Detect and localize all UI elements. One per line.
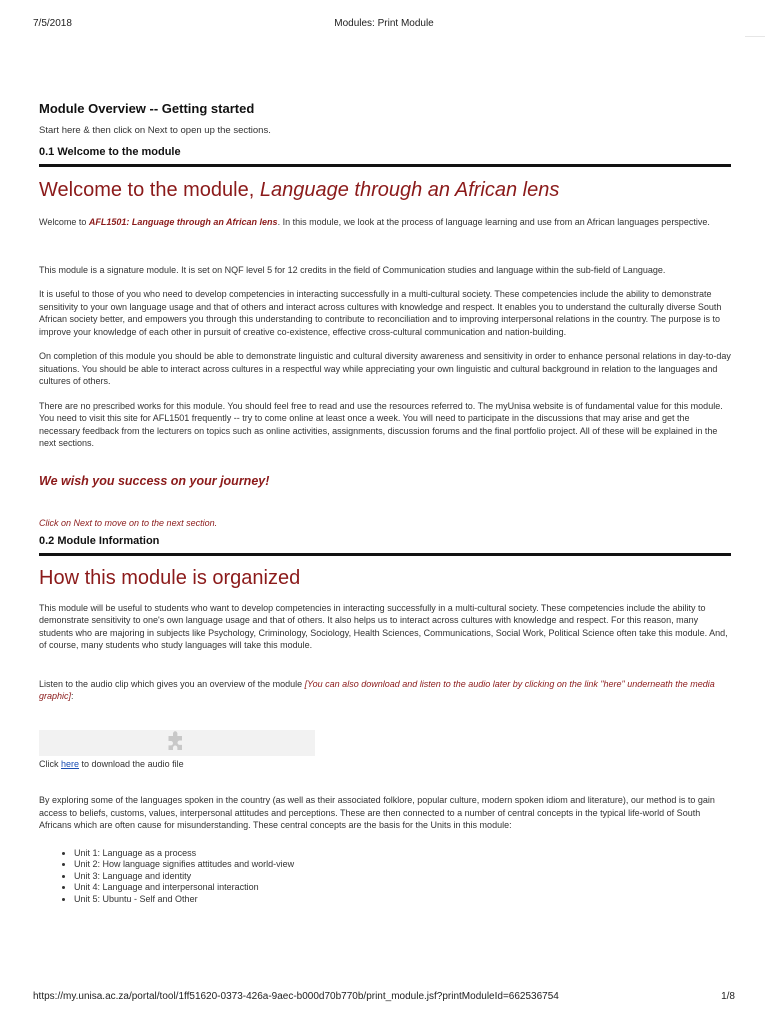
competencies-paragraph: It is useful to those of you who need to develop competencies in interacting successfully in a multi-cultural society. These competencies include the ability to demonstrate sensitivity to your own language usage and that of others and interact across cultures with knowledge and respect. It enables you to understand the culturally diverse South African society better, and empowers you through this understanding to contribute to reconciliation and to improving interpersonal relations in the country. The purpose is to improve your knowledge of each other in pursuit of creative co-existence, effective cross-cultural communication and nation-building. bbox=[39, 289, 722, 337]
section-heading-welcome: 0.1 Welcome to the module bbox=[39, 146, 181, 158]
print-footer bbox=[33, 991, 735, 1005]
list-item: • Unit 3: Language and identity bbox=[74, 871, 731, 883]
section-divider bbox=[39, 553, 731, 556]
audio-prefix: Listen to the audio clip which gives you an overview of the module bbox=[39, 678, 305, 689]
intro-suffix: . In this module, we look at the process of language learning and use from an African languages perspective. bbox=[277, 217, 710, 227]
module-subtitle: Start here & then click on Next to open up the sections. bbox=[39, 125, 271, 136]
course-name: AFL1501: Language through an African lens bbox=[88, 217, 278, 227]
organized-title: How this module is organized bbox=[39, 566, 301, 589]
download-audio-link[interactable]: here bbox=[61, 758, 80, 769]
page-url: https://my.unisa.ac.za/portal/tool/1ff51620-0373-426a-9aec-b000d70b770b/print_module.jsf?printModuleId=662536754 bbox=[33, 991, 559, 1002]
list-item: • Unit 5: Ubuntu - Self and Other bbox=[74, 894, 731, 906]
audio-instruction bbox=[39, 678, 731, 703]
welcome-intro bbox=[39, 216, 731, 229]
click-next-note: Click on Next to move on to the next section. bbox=[39, 517, 218, 528]
list-item: • Unit 1: Language as a process bbox=[74, 848, 731, 860]
print-header bbox=[33, 18, 735, 32]
completion-paragraph: On completion of this module you should be able to demonstrate linguistic and cultural diversity awareness and sensitivity in order to enhance personal relations in day-to-day situations. You should be able to interact across cultures in a respectful way while appreciating your own linguistic and cultural background in relation to the languages and cultures of others. bbox=[39, 351, 731, 386]
page-number: 1/8 bbox=[721, 991, 735, 1002]
audio-suffix: : bbox=[71, 691, 74, 701]
list-item: • Unit 4: Language and interpersonal interaction bbox=[74, 882, 731, 894]
header-divider bbox=[745, 36, 765, 37]
audio-media-placeholder[interactable] bbox=[39, 730, 315, 756]
welcome-title-text: Welcome to the module, bbox=[39, 179, 260, 201]
welcome-title bbox=[39, 179, 731, 202]
prescribed-works-paragraph: There are no prescribed works for this module. You should feel free to read and use the resources referred to. The myUnisa website is of fundamental value for this module. You need to visit this site for AFL1501 frequently -- try to come online at least once a week. You will need to participate in the discussions that may arise and get the necessary feedback from the lecturers on topics such as online activities, assignments, discussion forums and the final portfolio project. All of these will be explained in the next sections. bbox=[39, 400, 723, 448]
module-usefulness-paragraph: This module will be useful to students who want to develop competencies in interacting successfully in a multi-cultural society. These competencies include the ability to demonstrate sensitivity to one's own language usage and that of others. It also helps us to interact across cultures with knowledge and respect. For this reason, many students who are majoring in subjects like Psychology, Criminology, Sociology, Health Sciences, Communications, Social Work, Political Science often take this module. And, of course, many students who study languages will take this module. bbox=[39, 602, 728, 650]
signature-module-paragraph: This module is a signature module. It is set on NQF level 5 for 12 credits in the field of Communication studies and language within the sub-field of Language. bbox=[39, 264, 666, 275]
click-prefix: Click bbox=[39, 758, 61, 769]
welcome-title-italic: Language through an African lens bbox=[259, 179, 560, 201]
module-title: Module Overview -- Getting started bbox=[39, 101, 255, 116]
units-list bbox=[39, 848, 731, 906]
download-audio-line bbox=[39, 758, 731, 771]
success-wish: We wish you success on your journey! bbox=[39, 473, 270, 488]
audio-note: [You can also download and listen to the audio later by clicking on the link "here" underneath the media graphic] bbox=[39, 678, 715, 701]
section-heading-module-information: 0.2 Module Information bbox=[39, 534, 160, 547]
click-suffix: to download the audio file bbox=[79, 758, 184, 769]
print-date: 7/5/2018 bbox=[33, 18, 72, 29]
section-divider bbox=[39, 164, 731, 167]
print-title: Modules: Print Module bbox=[334, 18, 434, 29]
puzzle-piece-icon bbox=[164, 731, 188, 755]
list-item: • Unit 2: How language signifies attitudes and world-view bbox=[74, 859, 731, 871]
module-content bbox=[39, 101, 731, 905]
method-paragraph: By exploring some of the languages spoken in the country (as well as their associated folklore, popular culture, modern spoken idiom and literature), our method is to gain access to beliefs, customs, values, interpersonal attitudes and perceptions. These are then connected to a number of central concepts in the typical life-world of South Africans which are often cause for misunderstanding. These central concepts are the basis for the Units in this module: bbox=[39, 795, 715, 830]
intro-prefix: Welcome to bbox=[39, 217, 89, 227]
